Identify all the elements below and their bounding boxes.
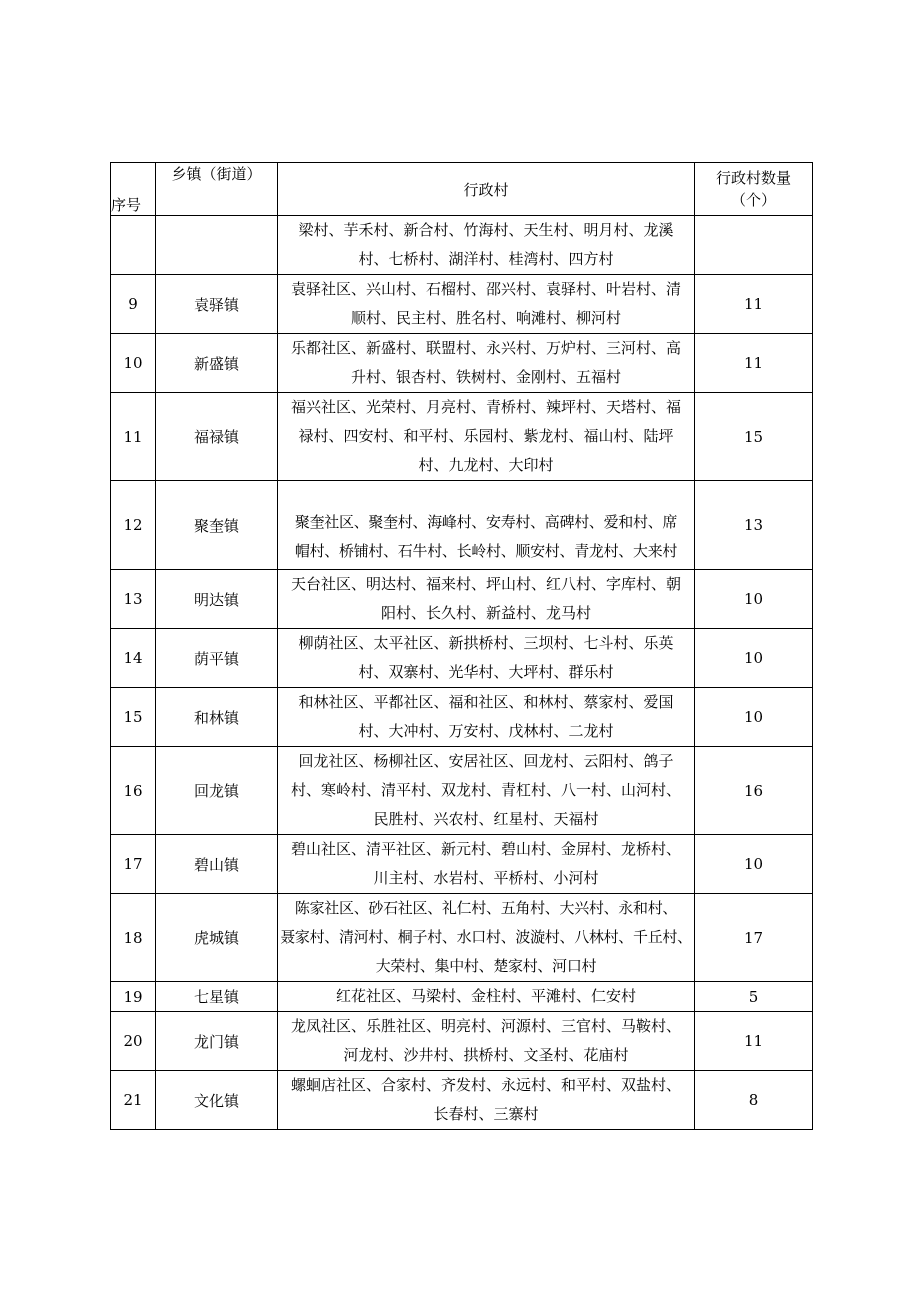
row-town: 龙门镇	[156, 1012, 278, 1071]
row-count: 10	[695, 835, 813, 894]
villages-line: 袁驿社区、兴山村、石榴村、邵兴村、袁驿村、叶岩村、清	[290, 280, 681, 298]
row-number: 20	[111, 1012, 156, 1071]
table-row	[111, 747, 813, 835]
row-number: 16	[111, 747, 156, 835]
row-town: 明达镇	[156, 570, 278, 629]
row-count: 11	[695, 1012, 813, 1071]
villages-line: 阳村、长久村、新益村、龙马村	[380, 604, 591, 622]
row-town: 七星镇	[156, 982, 278, 1012]
villages-line: 村、七桥村、湖洋村、桂湾村、四方村	[358, 250, 614, 268]
row-town: 袁驿镇	[156, 275, 278, 334]
villages-line: 梁村、芋禾村、新合村、竹海村、天生村、明月村、龙溪	[298, 221, 674, 239]
villages-line: 聂家村、清河村、桐子村、水口村、波漩村、八林村、千丘村、	[280, 928, 692, 946]
villages-line: 村、寒岭村、清平村、双龙村、青杠村、八一村、山河村、	[290, 781, 681, 799]
row-villages	[278, 275, 695, 334]
row-villages	[278, 835, 695, 894]
row-number: 10	[111, 334, 156, 393]
table-row	[111, 688, 813, 747]
villages-line: 天台社区、明达村、福来村、坪山村、红八村、字库村、朝	[290, 575, 681, 593]
row-number: 21	[111, 1071, 156, 1130]
villages-line: 川主村、水岩村、平桥村、小河村	[373, 869, 599, 887]
villages-line: 碧山社区、清平社区、新元村、碧山村、金屏村、龙桥村、	[290, 840, 681, 858]
row-town: 虎城镇	[156, 894, 278, 982]
row-villages	[278, 216, 695, 275]
row-town: 碧山镇	[156, 835, 278, 894]
row-number: 13	[111, 570, 156, 629]
table-row	[111, 275, 813, 334]
row-count: 13	[695, 481, 813, 570]
villages-line: 禄村、四安村、和平村、乐园村、紫龙村、福山村、陆坪	[298, 427, 674, 445]
villages-line: 龙凤社区、乐胜社区、明亮村、河源村、三官村、马鞍村、	[290, 1017, 681, 1035]
row-villages	[278, 1012, 695, 1071]
villages-line: 回龙社区、杨柳社区、安居社区、回龙村、云阳村、鸽子	[298, 752, 674, 770]
row-count: 11	[695, 334, 813, 393]
villages-line: 帽村、桥铺村、石牛村、长岭村、顺安村、青龙村、大来村	[294, 542, 678, 560]
villages-line: 乐都社区、新盛村、联盟村、永兴村、万炉村、三河村、高	[290, 339, 681, 357]
villages-line: 顺村、民主村、胜名村、响滩村、柳河村	[350, 309, 621, 327]
row-town: 新盛镇	[156, 334, 278, 393]
villages-line: 村、大冲村、万安村、戊林村、二龙村	[358, 722, 614, 740]
row-count: 5	[695, 982, 813, 1012]
row-count: 10	[695, 629, 813, 688]
villages-line: 大荣村、集中村、楚家村、河口村	[375, 957, 597, 975]
row-number: 12	[111, 481, 156, 570]
row-count: 16	[695, 747, 813, 835]
header-town: 乡镇（街道）	[156, 163, 278, 216]
table-row	[111, 629, 813, 688]
row-number: 11	[111, 393, 156, 481]
header-count	[695, 163, 813, 216]
table-row	[111, 1071, 813, 1130]
row-town: 福禄镇	[156, 393, 278, 481]
row-count: 15	[695, 393, 813, 481]
table-row	[111, 334, 813, 393]
row-count: 8	[695, 1071, 813, 1130]
villages-line: 红花社区、马梁村、金柱村、平滩村、仁安村	[335, 987, 636, 1005]
villages-line: 河龙村、沙井村、拱桥村、文圣村、花庙村	[343, 1046, 629, 1064]
row-town: 聚奎镇	[156, 481, 278, 570]
table-row	[111, 1012, 813, 1071]
row-number: 19	[111, 982, 156, 1012]
header-villages: 行政村	[278, 163, 695, 216]
row-villages	[278, 982, 695, 1012]
table-row	[111, 835, 813, 894]
table-row	[111, 481, 813, 570]
row-villages	[278, 393, 695, 481]
villages-line: 长春村、三寨村	[433, 1105, 539, 1123]
villages-line: 螺蛔店社区、合家村、齐发村、永远村、和平村、双盐村、	[290, 1076, 681, 1094]
row-villages	[278, 894, 695, 982]
villages-line: 陈家社区、砂石社区、礼仁村、五角村、大兴村、永和村、	[294, 899, 678, 917]
villages-line: 柳荫社区、太平社区、新拱桥村、三坝村、七斗村、乐英	[298, 634, 674, 652]
row-town: 文化镇	[156, 1071, 278, 1130]
row-number	[111, 216, 156, 275]
header-count-line1: 行政村数量	[715, 169, 791, 187]
row-number: 18	[111, 894, 156, 982]
villages-line: 福兴社区、光荣村、月亮村、青桥村、辣坪村、天塔村、福	[290, 398, 681, 416]
row-villages	[278, 629, 695, 688]
table-header-row	[111, 163, 813, 216]
header-count-line2: （个）	[730, 191, 776, 209]
row-villages	[278, 334, 695, 393]
table-row	[111, 216, 813, 275]
row-count: 10	[695, 688, 813, 747]
row-count: 11	[695, 275, 813, 334]
row-villages	[278, 688, 695, 747]
row-number: 17	[111, 835, 156, 894]
villages-line: 村、双寨村、光华村、大坪村、群乐村	[358, 663, 614, 681]
row-number: 9	[111, 275, 156, 334]
villages-line: 村、九龙村、大印村	[418, 456, 554, 474]
row-town: 回龙镇	[156, 747, 278, 835]
villages-line: 民胜村、兴农村、红星村、天福村	[373, 810, 599, 828]
villages-line: 聚奎社区、聚奎村、海峰村、安寿村、高碑村、爱和村、席	[294, 513, 678, 531]
row-villages	[278, 747, 695, 835]
row-town	[156, 216, 278, 275]
row-town: 荫平镇	[156, 629, 278, 688]
row-number: 15	[111, 688, 156, 747]
table-row	[111, 982, 813, 1012]
row-count	[695, 216, 813, 275]
villages-line: 和林社区、平都社区、福和社区、和林村、蔡家村、爱国	[298, 693, 674, 711]
table-row	[111, 894, 813, 982]
row-number: 14	[111, 629, 156, 688]
village-table	[110, 162, 813, 1130]
villages-line: 升村、银杏村、铁树村、金刚村、五福村	[350, 368, 621, 386]
row-villages	[278, 1071, 695, 1130]
row-villages	[278, 481, 695, 570]
row-villages	[278, 570, 695, 629]
row-count: 10	[695, 570, 813, 629]
header-number: 序号	[111, 163, 156, 216]
table-row	[111, 393, 813, 481]
table-row	[111, 570, 813, 629]
row-count: 17	[695, 894, 813, 982]
row-town: 和林镇	[156, 688, 278, 747]
